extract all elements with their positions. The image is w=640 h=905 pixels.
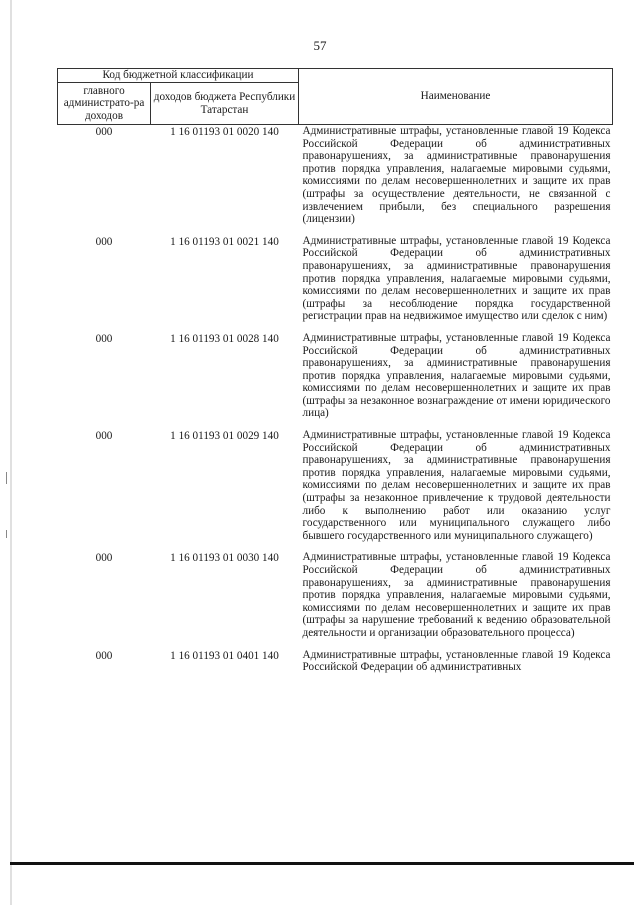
name-cell: Административные штрафы, установленные главой 19 Кодекса Российской Федерации об административных правонарушениях, за административные правонарушения против порядка управления, налагаемые мировыми судьями, комиссиями по делам несовершеннолетних и защите их прав (штрафы за осуществление деятельности, не связанной с извлечением прибыли, без специального разрешения (лицензии) [302, 125, 611, 226]
name-cell: Административные штрафы, установленные главой 19 Кодекса Российской Федерации об административных правонарушениях, за административные правонарушения против порядка управления, налагаемые мировыми судьями, комиссиями по делам несовершеннолетних и защите их прав (штрафы за незаконное привлечение к трудовой деятельности либо к выполнению работ или оказанию услуг государственного или муниципального служащего либо бывшего государственного или муниципального служащего) [302, 429, 611, 542]
table-row [58, 429, 613, 551]
scan-edge-shadow [10, 0, 12, 905]
name-cell: Административные штрафы, установленные главой 19 Кодекса Российской Федерации об административных правонарушениях, за административные правонарушения против порядка управления, налагаемые мировыми судьями, комиссиями по делам несовершеннолетних и защите их прав (штрафы за незаконное вознаграждение от имени юридического лица) [302, 331, 611, 420]
admin-code-cell: 000 [95, 552, 113, 565]
admin-code-cell: 000 [95, 332, 113, 345]
header-name: Наименование [299, 69, 613, 125]
table-body [58, 125, 613, 674]
name-cell: Административные штрафы, установленные главой 19 Кодекса Российской Федерации об административных правонарушениях, за административные правонарушения против порядка управления, налагаемые мировыми судьями, комиссиями по делам несовершеннолетних и защите их прав (штрафы за нарушение требований к ведению образовательной деятельности и организации образовательного процесса) [302, 551, 611, 639]
table-row [58, 235, 613, 332]
admin-code-cell: 000 [95, 235, 113, 248]
table-row [58, 332, 613, 429]
table-row [58, 551, 613, 648]
budget-code-cell: 1 16 01193 01 0401 140 [170, 649, 279, 662]
scan-mark [6, 530, 7, 538]
admin-code-cell: 000 [95, 430, 113, 443]
budget-code-cell: 1 16 01193 01 0020 140 [170, 126, 279, 138]
table-row [58, 125, 613, 235]
header-budget-code: доходов бюджета Республики Татарстан [151, 83, 299, 125]
header-admin-code: главного администрато-ра доходов [58, 83, 151, 125]
page-number: 57 [313, 38, 327, 53]
budget-code-cell: 1 16 01193 01 0021 140 [170, 235, 279, 248]
name-cell: Административные штрафы, установленные главой 19 Кодекса Российской Федерации об административных правонарушениях, за административные правонарушения против порядка управления, налагаемые мировыми судьями, комиссиями по делам несовершеннолетних и защите их прав (штрафы за несоблюдение порядка государственной регистрации прав на недвижимое имущество или сделок с ним) [302, 234, 611, 323]
page-bottom-rule [10, 862, 634, 865]
table-row [58, 649, 613, 674]
name-cell: Административные штрафы, установленные главой 19 Кодекса Российской Федерации об административных [302, 648, 611, 674]
budget-code-cell: 1 16 01193 01 0030 140 [170, 552, 279, 565]
scan-mark [6, 472, 7, 484]
budget-code-cell: 1 16 01193 01 0028 140 [170, 332, 279, 345]
header-classification-group: Код бюджетной классификации [58, 69, 299, 83]
table-header [58, 69, 613, 125]
budget-classification-table [57, 68, 613, 674]
budget-code-cell: 1 16 01193 01 0029 140 [170, 430, 279, 443]
admin-code-cell: 000 [95, 649, 113, 662]
admin-code-cell: 000 [95, 126, 113, 138]
